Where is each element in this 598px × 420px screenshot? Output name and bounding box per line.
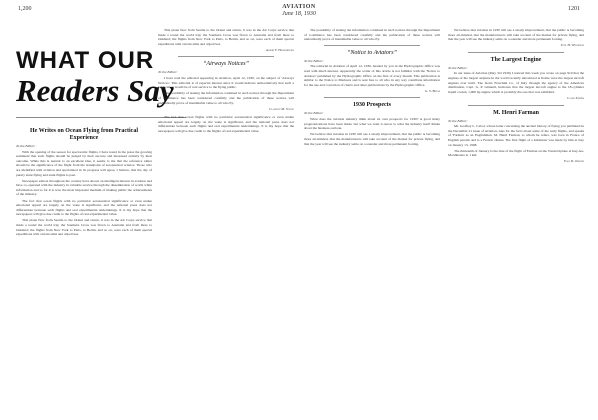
running-header	[0, 4, 598, 18]
article-heading: 1930 Prospects	[352, 102, 392, 109]
page-number-left: 1,200	[18, 6, 32, 12]
column-2	[158, 28, 294, 416]
article-heading: He Writes on Ocean Flying from Practical Experience	[30, 128, 138, 141]
section-title-line1: WHAT OUR	[16, 47, 155, 74]
salutation: To the Editor:	[158, 70, 178, 75]
article-heading: “Notice to Aviators”	[347, 49, 397, 56]
article-paragraph: The thirteenth of January is the date of the flight of Farman on the Voisin biplane at Issy-les-Moulineaux at 1 km.	[448, 148, 584, 158]
article-paragraph: This plane flew from Seattle to the Orient and return, it was in the Air Corps service that made a round the world trip; the Southern Cross was flown to Australia and from there to Oakland; the flights from New York to Paris, to Berlin, and so on, were each of them special expeditions with certain aims and objectives.	[16, 218, 152, 237]
section-title-line2: Readers Say	[16, 73, 174, 108]
divider	[324, 45, 420, 46]
article-heading: M. Henri Farman	[493, 109, 539, 116]
divider	[468, 52, 564, 53]
article-paragraph: We believe that aviation in 1930 will see a steady improvement, that the public is becoming more air-minded, that the manufacturers will take account of the market for private flying, and that the year will see the industry settle on a sounder and more permanent footing.	[304, 132, 440, 146]
divider	[324, 97, 420, 98]
salutation: To the Editor:	[448, 118, 468, 123]
article-paragraph: I have read the editorial appearing in Aviation, April 12, 1930, on the subject of 'Airways Notices.' This editorial is of especial interest since it would indicate authoritatively that such a publication would be of real service to the flying public.	[158, 76, 294, 90]
article-paragraph: This plane flew from Seattle to the Orient and return, it was in the Air Corps service that made a round the world trip; the Southern Cross was flown to Australia and from there to Oakland; the flights from New York to Paris, to Berlin, and so on, were each of them special expeditions with certain aims and objectives.	[158, 28, 294, 46]
salutation: To the Editor:	[448, 65, 468, 70]
column-1	[16, 124, 152, 416]
publication-name: AVIATION	[282, 4, 316, 10]
article-paragraph: Mr. Godfrey L. Cabot, whose letter concerning the ancient history of flying you published in the December 21 issue of Aviation, asks for the facts about some of the early flights, and speaks of 'Farman' as an Englishman. M. Henri Farman, to whom he refers, was born in France of English parents and is a French citizen. The first flight of a kilometer was made by him at Issy on January 13, 1908.	[448, 124, 584, 147]
signature: Clarence M. Young	[269, 106, 294, 111]
page-number-right: 1201	[568, 6, 580, 12]
article-paragraph: The possibility of issuing the information contained in such notices through the Department of Commerce has been considered carefully and the publication of these notices will undoubtedly prove of inestimable value to all who fly.	[158, 91, 294, 105]
signature: Caleb Jenkins	[567, 95, 584, 100]
salutation: To the Editor:	[304, 111, 324, 116]
article-heading: The Largest Engine	[490, 56, 542, 63]
issue-date: June 18, 1930	[282, 11, 316, 17]
signature: G. S. Bryan	[424, 88, 440, 93]
article-paragraph: The possibility of issuing the information contained in such notices through the Department of Commerce has been considered carefully and the publication of these notices will undoubtedly prove of inestimable value to all who fly.	[304, 28, 440, 42]
signature: Earl D. Osborn	[564, 159, 584, 164]
salutation: To the Editor:	[16, 144, 36, 148]
column-4	[448, 28, 584, 416]
signature: Albert F. Hegenberger	[265, 47, 294, 52]
article-heading: “Airways Notices”	[203, 61, 249, 68]
divider	[468, 105, 564, 106]
column-3	[304, 28, 440, 416]
article-paragraph: We believe that aviation in 1930 will see a steady improvement, that the public is becoming more air-minded, that the manufacturers will take account of the market for private flying, and that the year will see the industry settle on a sounder and more permanent footing.	[448, 28, 584, 42]
article-paragraph: In our issue of Aviation (May 3rd 1930) I noticed this week you wrote on page 910 that the engines of the largest airplane in the world recently introduced at Rome were the largest aircraft engines ever built. The Isotta Fraschini Co. of Italy through the agency of the American distribution, Capt. G. P. Ginnetti, indicates that the largest aircraft engine is the 18-cylinder liquid cooled, 1,000 hp engine which is probably the one that was exhibited.	[448, 71, 584, 94]
article-paragraph: The editorial in Aviation of April 12, 1930, headed by you in the Hydrographic Office was read with much interest. Apparently the writer of this article is not familiar with the 'Notice to Aviators' published by the Hydrographic Office on the first of every month. This publication is similar to the Notice to Mariners and is sent free to all who in any way contribute information for the use and correction of charts and other publications by the Hydrographic Office.	[304, 64, 440, 87]
signature: Paul H. Wilkinson	[560, 43, 584, 48]
article-paragraph: What does the aviation industry think about its own prospects for 1930? A good many prognostications have been made, but what we want to know is what the industry itself thinks about the business outlook.	[304, 117, 440, 131]
article-paragraph: The fact that ocean flights with no particular aeronautical significance or even undue emotional appeal are largely on the wane is significant, and the national press does not differentiate between such flights and real experimental undertakings. It is my hope that the newspapers will give due credit to the flights of real experimental value.	[158, 115, 294, 133]
article-paragraph: With the opening of the season for spectacular flights, I have noted in the press the growing sentiment that such flights should be judged by their success and measured entirely by their outcome. While this is natural to an excellent idea, it seems to me that the reference rather should be the significance of the flight from the standpoint of aeronautical science. Those who are identified with aviation and specialized in its progress will agree, I believe, that the day of purely stunt flying and stunt flights is past.	[16, 149, 152, 177]
divider	[178, 56, 274, 57]
article-paragraph: Newspaper editors throughout the country have shown an intelligent interest in aviation and have co-operated with the industry in valuable service through the dissemination of worth while information and so far it is now the most important medium of making public the achievements of the industry.	[16, 178, 152, 197]
article-paragraph: The fact that ocean flights with no particular aeronautical significance or even undue emotional appeal are largely on the wane is significant, and the national press does not differentiate between such flights and real experimental undertakings. It is my hope that the newspapers will give due credit to the flights of real experimental value.	[16, 198, 152, 217]
salutation: To the Editor:	[304, 58, 324, 63]
